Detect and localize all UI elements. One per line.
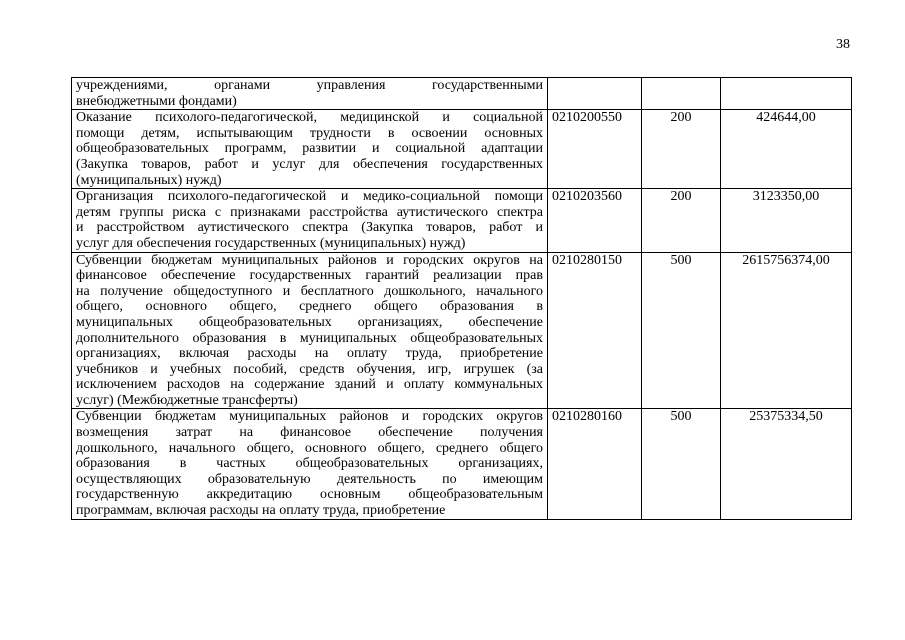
amount-value: 3123350,00 (721, 189, 852, 252)
description-line: Организация психолого-педагогической и медико-социальной помощи (76, 189, 543, 205)
description-line: осуществляющих образовательную деятельность по имеющим (76, 471, 543, 487)
description-line: программам, включая расходы на оплату труда, приобретение (76, 503, 446, 519)
amount-value: 2615756374,00 (721, 252, 852, 409)
description-line: финансовое обеспечение государственных гарантий реализации прав (76, 268, 543, 284)
description-line: на получение общедоступного и бесплатного дошкольного, начального (76, 283, 543, 299)
description-line: организациях, включая расходы на оплату труда, приобретение (76, 346, 543, 362)
target-article-code: 0210280160 (548, 409, 642, 519)
description-line: дошкольного, начального общего, основного общего, среднего общего (76, 440, 543, 456)
page-number: 38 (836, 37, 850, 52)
amount-value (721, 78, 852, 110)
table-row (72, 110, 852, 189)
description-line: муниципальных общеобразовательных организациях, обеспечение (76, 314, 543, 330)
description-line: (муниципальных) нужд) (76, 172, 222, 188)
expense-type-code: 200 (642, 110, 721, 189)
description-line: детям группы риска с признаками расстройства аутистического спектра (76, 204, 543, 220)
description-line: исключением расходов на содержание зданий и оплату коммунальных (76, 377, 543, 393)
description-line: услуг) (Межбюджетные трансферты) (76, 392, 298, 408)
expense-description (72, 252, 548, 409)
description-line: общего, основного общего, среднего общего образования в (76, 299, 543, 315)
budget-table-body (72, 78, 852, 520)
description-line: Субвенции бюджетам муниципальных районов и городских округов (76, 409, 543, 425)
expense-type-code: 200 (642, 189, 721, 252)
expense-description (72, 189, 548, 252)
description-line: (Закупка товаров, работ и услуг для обеспечения государственных (76, 156, 543, 172)
expense-type-code: 500 (642, 252, 721, 409)
description-line: учреждениями, органами управления государственными (76, 78, 543, 93)
expense-description (72, 409, 548, 519)
target-article-code: 0210203560 (548, 189, 642, 252)
description-line: и расстройством аутистического спектра (Закупка товаров, работ и (76, 220, 543, 236)
expense-type-code: 500 (642, 409, 721, 519)
table-row (72, 252, 852, 409)
amount-value: 25375334,50 (721, 409, 852, 519)
expense-description (72, 110, 548, 189)
expense-description (72, 78, 548, 110)
description-line: дополнительного образования в муниципальных общеобразовательных (76, 330, 543, 346)
description-line: Субвенции бюджетам муниципальных районов и городских округов на (76, 252, 543, 268)
target-article-code (548, 78, 642, 110)
description-line: услуг для обеспечения государственных (муниципальных) нужд) (76, 235, 466, 251)
table-row (72, 409, 852, 519)
expense-type-code (642, 78, 721, 110)
table-row (72, 189, 852, 252)
budget-table (71, 77, 852, 520)
amount-value: 424644,00 (721, 110, 852, 189)
description-line: Оказание психолого-педагогической, медицинской и социальной (76, 110, 543, 126)
table-row (72, 78, 852, 110)
description-line: государственную аккредитацию основным общеобразовательным (76, 487, 543, 503)
description-line: помощи детям, испытывающим трудности в освоении основных (76, 125, 543, 141)
description-line: общеобразовательных программ, развитии и социальной адаптации (76, 141, 543, 157)
target-article-code: 0210200550 (548, 110, 642, 189)
description-line: внебюджетными фондами) (76, 93, 237, 109)
description-line: возмещения затрат на финансовое обеспечение получения (76, 425, 543, 441)
description-line: учебников и учебных пособий, средств обучения, игр, игрушек (за (76, 361, 543, 377)
target-article-code: 0210280150 (548, 252, 642, 409)
description-line: образования в частных общеобразовательных организациях, (76, 456, 543, 472)
